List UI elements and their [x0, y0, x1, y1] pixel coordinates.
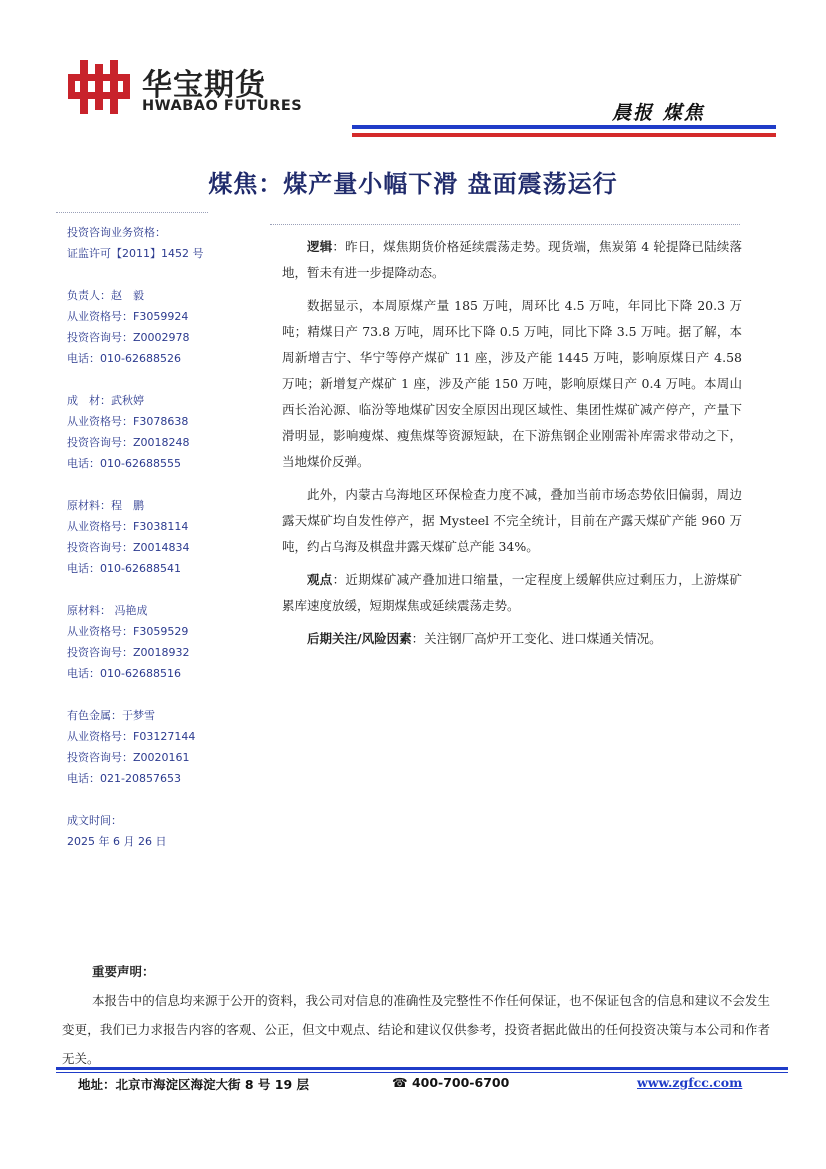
data-paragraph: 数据显示，本周原煤产量 185 万吨，周环比 4.5 万吨，年同比下降 20.3 万吨；精煤日产 73.8 万吨，周环比下降 0.5 万吨，同比下降 3.5 万吨。据了解，本周新增吉宁、华宁等停产煤矿 11 座，涉及产能 1445 万吨，影响原煤日产 4.58 万吨；新增复产煤矿 1 座，涉及产能 150 万吨，影响原煤日产 0.4 万吨。本周山西长治沁源、临汾等地煤矿因安全原因出现区域性、集团性煤矿减产停产，产量下滑明显，影响瘦煤、瘦焦煤等资源短缺，在下游焦钢企业刚需补库需求带动之下，当地煤价反弹。: [282, 298, 742, 469]
report-date-block: [67, 810, 257, 852]
viewpoint-paragraph: [282, 567, 742, 619]
logic-label: 逻辑: [307, 239, 333, 254]
analyst-advisory-no: 投资咨询号：Z0018932: [67, 646, 190, 659]
analyst-card: [67, 390, 257, 474]
risk-text: ：关注钢厂高炉开工变化、进口煤通关情况。: [411, 631, 662, 646]
analyst-advisory-no: 投资咨询号：Z0014834: [67, 541, 190, 554]
analyst-sidebar: [67, 222, 257, 873]
footer-divider-thin: [56, 1072, 788, 1073]
analyst-phone: 电话：010-62688516: [67, 667, 181, 680]
logic-paragraph: [282, 234, 742, 286]
logo-english-name: HWABAO FUTURES: [142, 98, 303, 114]
qualification-license: 证监许可【2011】1452 号: [67, 247, 204, 260]
footer-address: 地址：北京市海淀区海淀大街 8 号 19 层: [78, 1077, 310, 1092]
analyst-phone: 电话：010-62688541: [67, 562, 181, 575]
header-divider-red: [352, 133, 776, 137]
disclaimer-title: 重要声明：: [92, 964, 155, 979]
analyst-card: [67, 285, 257, 369]
analyst-license: 从业资格号：F03127144: [67, 730, 196, 743]
qualification-label: 投资咨询业务资格：: [67, 226, 166, 239]
analyst-phone: 电话：010-62688555: [67, 457, 181, 470]
analyst-role: 有色金属：于梦雪: [67, 709, 155, 722]
analyst-card: [67, 705, 257, 789]
analyst-role: 成 材：武秋婷: [67, 394, 144, 407]
report-date-value: 2025 年 6 月 26 日: [67, 835, 167, 848]
disclaimer-text: 本报告中的信息均来源于公开的资料，我公司对信息的准确性及完整性不作任何保证，也不保证包含的信息和建议不会发生变更，我们已力求报告内容的客观、公正，但文中观点、结论和建议仅供参考，投资者据此做出的任何投资决策与本公司和作者无关。: [62, 993, 770, 1066]
logic-text: ：昨日，煤焦期货价格延续震荡走势。现货端，焦炭第 4 轮提降已陆续落地，暂未有进一步提降动态。: [282, 239, 742, 280]
analyst-card: [67, 495, 257, 579]
analyst-license: 从业资格号：F3038114: [67, 520, 189, 533]
analyst-advisory-no: 投资咨询号：Z0020161: [67, 751, 190, 764]
analyst-role: 原材料：程 鹏: [67, 499, 144, 512]
footer-divider: [56, 1067, 788, 1070]
risk-paragraph: [282, 626, 742, 652]
viewpoint-label: 观点: [307, 572, 333, 587]
content-top-rule: [270, 224, 740, 225]
analyst-role: 负责人：赵 毅: [67, 289, 144, 302]
company-logo: [66, 58, 316, 118]
telephone-icon: ☎: [392, 1075, 408, 1090]
qualification-block: [67, 222, 257, 264]
viewpoint-text: ：近期煤矿减产叠加进口缩量，一定程度上缓解供应过剩压力，上游煤矿累库速度放缓，短期煤焦或延续震荡走势。: [282, 572, 742, 613]
header-divider-blue: [352, 125, 776, 129]
risk-label: 后期关注/风险因素: [307, 631, 412, 646]
report-body: [282, 234, 742, 659]
analyst-license: 从业资格号：F3078638: [67, 415, 189, 428]
logo-chinese-name: 华宝期货: [142, 68, 266, 103]
report-type-label: 晨报 煤焦: [612, 102, 705, 124]
hwabao-logo-mark: [66, 58, 132, 116]
analyst-role: 原材料： 冯艳成: [67, 604, 148, 617]
sidebar-top-rule: [56, 212, 208, 213]
inner-mongolia-paragraph: 此外，内蒙古乌海地区环保检查力度不减，叠加当前市场态势依旧偏弱，周边露天煤矿均自发性停产，据 Mysteel 不完全统计，目前在产露天煤矿产能 960 万吨，约占乌海及棋盘井露天煤矿总产能 34%。: [282, 487, 742, 554]
footer-website-link[interactable]: www.zgfcc.com: [637, 1075, 743, 1090]
analyst-phone: 电话：021-20857653: [67, 772, 181, 785]
analyst-license: 从业资格号：F3059924: [67, 310, 189, 323]
footer-phone-number: 400-700-6700: [411, 1075, 510, 1090]
report-title: 煤焦：煤产量小幅下滑 盘面震荡运行: [208, 170, 618, 198]
analyst-license: 从业资格号：F3059529: [67, 625, 189, 638]
footer-phone: [392, 1075, 509, 1090]
analyst-advisory-no: 投资咨询号：Z0018248: [67, 436, 190, 449]
analyst-card: [67, 600, 257, 684]
report-date-label: 成文时间：: [67, 814, 122, 827]
analyst-advisory-no: 投资咨询号：Z0002978: [67, 331, 190, 344]
analyst-phone: 电话：010-62688526: [67, 352, 181, 365]
